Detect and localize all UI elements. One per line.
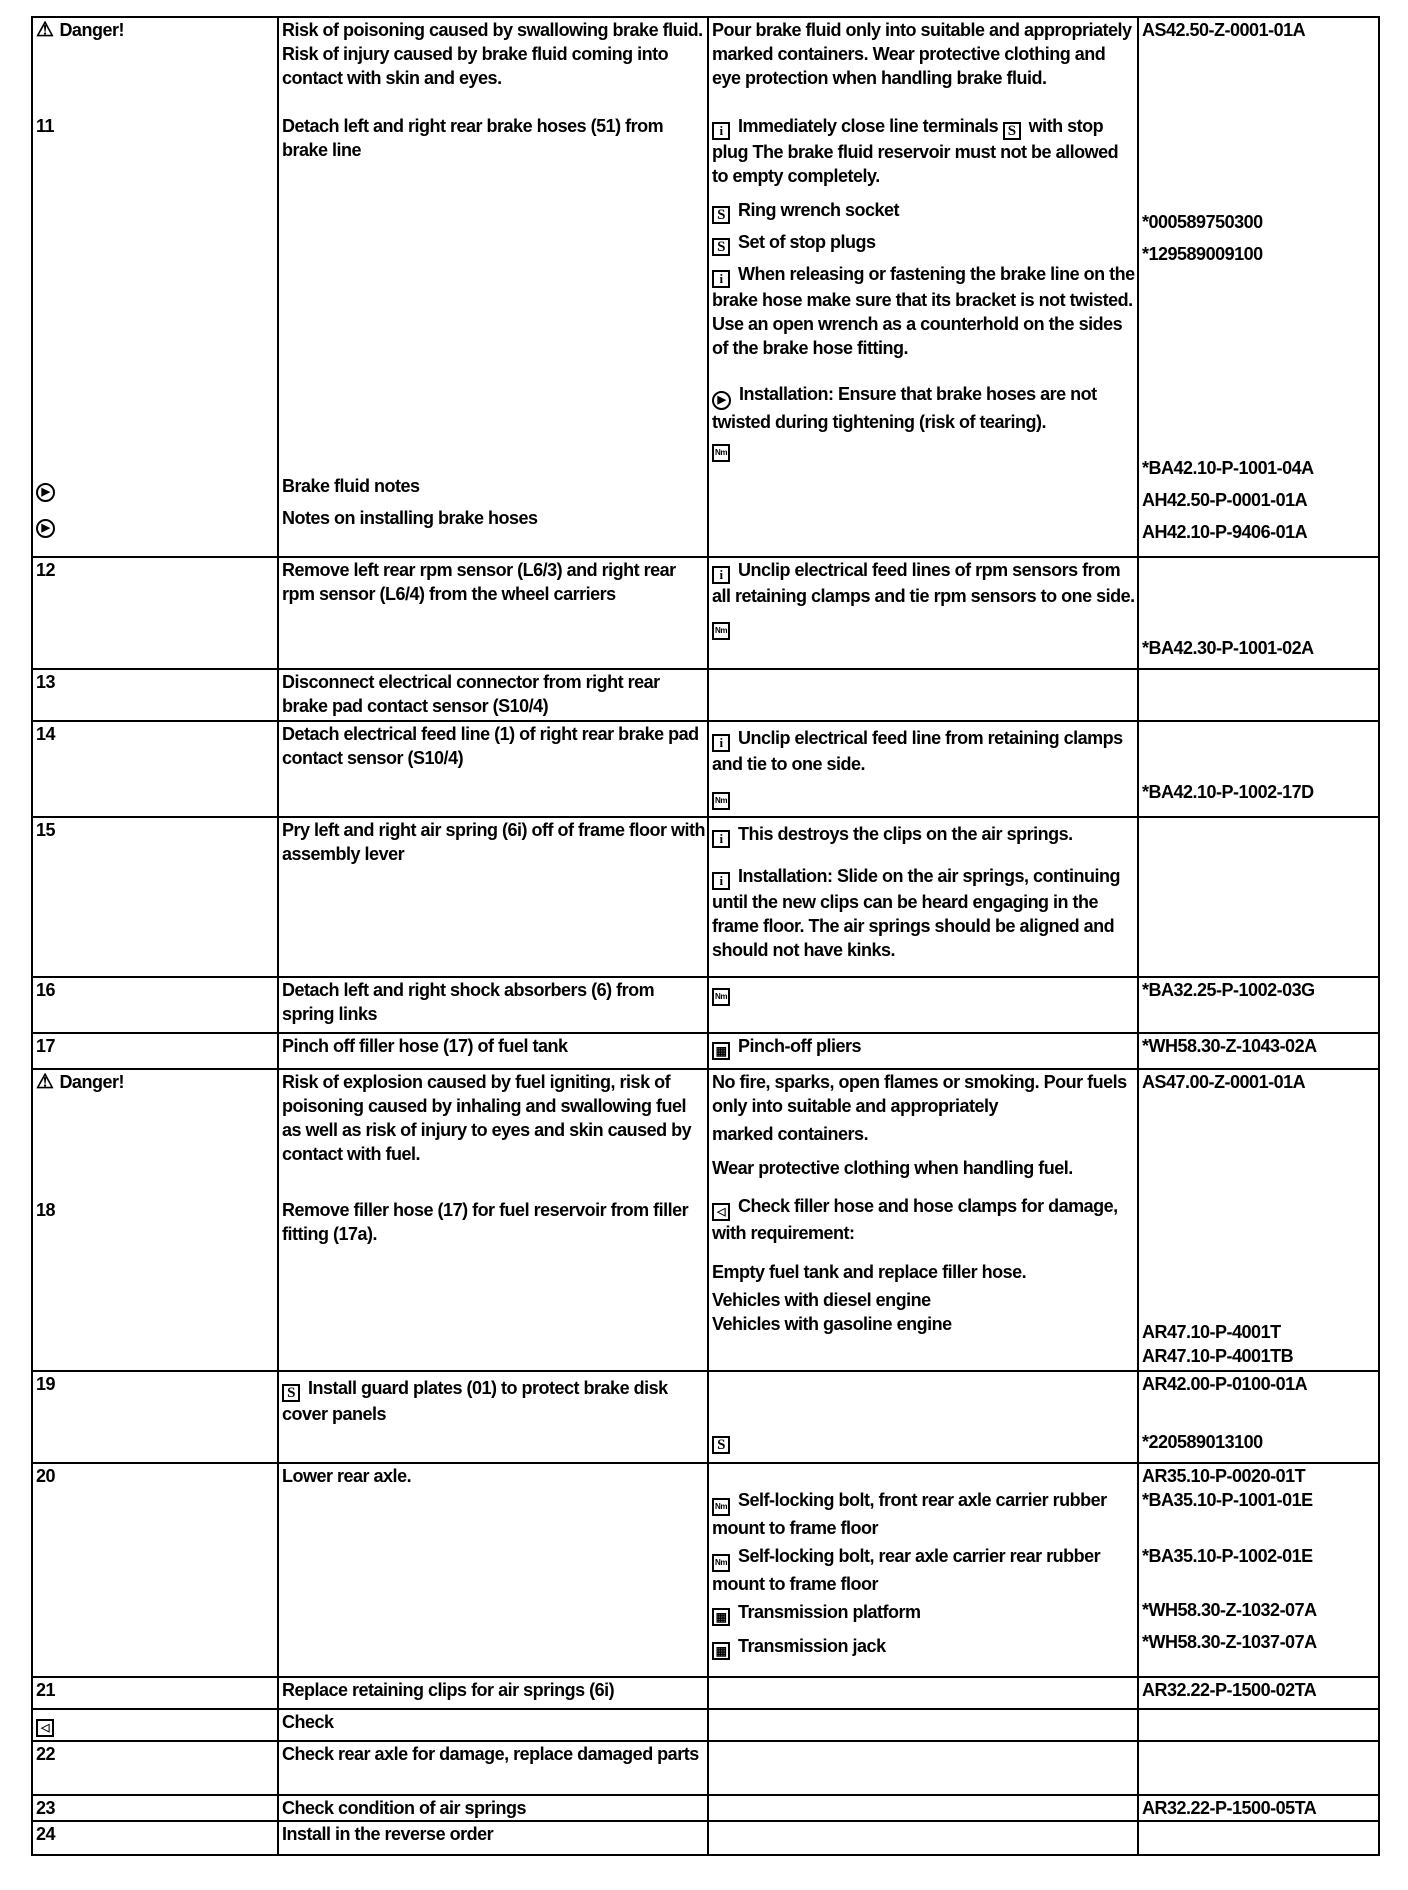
- note-text: Self-locking bolt, rear axle carrier rear rubber mount to frame floor: [712, 1546, 1101, 1594]
- step-number: 17: [32, 1033, 278, 1069]
- notes-cell: [708, 721, 1138, 817]
- note-text: Installation: Slide on the air springs, continuing until the new clips can be heard engaging in the frame floor. The air springs should be aligned and should not have kinks.: [712, 866, 1121, 960]
- reference-code: AS42.50-Z-0001-01A: [1142, 20, 1306, 40]
- pliers-icon: ▦: [712, 1042, 730, 1060]
- reference-code: *BA35.10-P-1001-01E: [1142, 1490, 1313, 1510]
- note-text: Unclip electrical feed line from retaining clamps and tie to one side.: [712, 728, 1123, 774]
- danger-measure: marked containers.: [712, 1124, 869, 1144]
- step-text: Check: [278, 1709, 708, 1741]
- table-row: [32, 1795, 1379, 1821]
- step-text: Detach left and right shock absorbers (6) from spring links: [278, 977, 708, 1033]
- notes-cell: [708, 1069, 1138, 1371]
- tool-name: Set of stop plugs: [738, 232, 876, 252]
- step-text: Disconnect electrical connector from right rear brake pad contact sensor (S10/4): [278, 669, 708, 721]
- torque-icon: Nm: [712, 444, 730, 462]
- notes-cell: [708, 1463, 1138, 1677]
- notes-cell: [708, 1821, 1138, 1855]
- table-row: [32, 669, 1379, 721]
- vehicle-variant: Vehicles with gasoline engine: [712, 1314, 952, 1334]
- table-row: [32, 817, 1379, 977]
- danger-text: Risk of poisoning caused by swallowing brake fluid. Risk of injury caused by brake fluid coming into contact with skin and eyes.: [282, 20, 703, 88]
- table-row: [32, 1821, 1379, 1855]
- reference-code: *220589013100: [1142, 1432, 1263, 1452]
- step-text: Lower rear axle.: [278, 1463, 708, 1677]
- special-tool-icon: S: [712, 1436, 730, 1454]
- torque-icon: Nm: [712, 792, 730, 810]
- sub-step-text: Notes on installing brake hoses: [282, 508, 538, 528]
- step-text: Pinch off filler hose (17) of fuel tank: [278, 1033, 708, 1069]
- table-row: [32, 1741, 1379, 1795]
- reference-cell: [1138, 1371, 1379, 1463]
- table-row: [32, 721, 1379, 817]
- reference-code: *BA35.10-P-1002-01E: [1142, 1546, 1313, 1566]
- reference-code: *BA42.30-P-1001-02A: [1142, 638, 1314, 658]
- action-text: Empty fuel tank and replace filler hose.: [712, 1262, 1027, 1282]
- step-text: Detach electrical feed line (1) of right rear brake pad contact sensor (S10/4): [278, 721, 708, 817]
- special-tool-icon: S: [712, 238, 730, 256]
- vehicle-variant: Vehicles with diesel engine: [712, 1290, 931, 1310]
- step-number: 11: [36, 116, 55, 136]
- torque-icon: Nm: [712, 1498, 730, 1516]
- table-row: [32, 1069, 1379, 1371]
- step-number: 22: [32, 1741, 278, 1795]
- reference-code: AH42.50-P-0001-01A: [1142, 490, 1308, 510]
- table-row: [32, 1463, 1379, 1677]
- reference-cell: [1138, 1741, 1379, 1795]
- reference-code: *WH58.30-Z-1032-07A: [1142, 1600, 1317, 1620]
- reference-cell: [1138, 17, 1379, 557]
- info-icon: i: [712, 830, 730, 848]
- step-number-cell: [32, 17, 278, 557]
- step-description-cell: [278, 1069, 708, 1371]
- notes-cell: [708, 817, 1138, 977]
- note-text: Unclip electrical feed lines of rpm sensors from all retaining clamps and tie rpm sensors to one side.: [712, 560, 1135, 606]
- step-number: 18: [36, 1200, 56, 1220]
- danger-measure: Pour brake fluid only into suitable and appropriately marked containers. Wear protective clothing and eye protection when handling brake fluid.: [712, 20, 1132, 88]
- step-number-cell: [32, 1709, 278, 1741]
- table-row: [32, 977, 1379, 1033]
- step-text: Remove filler hose (17) for fuel reservoir from filler fitting (17a).: [282, 1200, 689, 1244]
- danger-label: Danger!: [59, 20, 124, 40]
- info-icon: i: [712, 122, 730, 140]
- step-description-cell: [278, 1371, 708, 1463]
- installation-icon: ▶: [36, 519, 55, 538]
- warning-triangle-icon: ⚠: [36, 1071, 54, 1093]
- tool-name: Transmission jack: [738, 1636, 886, 1656]
- reference-cell: [1138, 721, 1379, 817]
- note-text: Self-locking bolt, front rear axle carrier rubber mount to frame floor: [712, 1490, 1107, 1538]
- notes-cell: [708, 977, 1138, 1033]
- step-text: Install guard plates (01) to protect brake disk cover panels: [282, 1378, 668, 1424]
- reference-code: AR32.22-P-1500-02TA: [1138, 1677, 1379, 1709]
- notes-cell: [708, 1677, 1138, 1709]
- notes-cell: [708, 557, 1138, 669]
- table-row: [32, 1677, 1379, 1709]
- table-row: [32, 1033, 1379, 1069]
- step-text: Pry left and right air spring (6i) off of frame floor with assembly lever: [278, 817, 708, 977]
- special-tool-icon: S: [1003, 122, 1021, 140]
- note-text: Check filler hose and hose clamps for damage, with requirement:: [712, 1196, 1118, 1243]
- reference-code: *WH58.30-Z-1037-07A: [1142, 1632, 1317, 1652]
- note-text: Immediately close line terminals: [738, 116, 999, 136]
- installation-icon: ▶: [712, 391, 731, 410]
- note-text: When releasing or fastening the brake line on the brake hose make sure that its bracket is not twisted. Use an open wrench as a counterhold on the sides of the brake hose fitting.: [712, 264, 1135, 358]
- check-icon: ◁: [36, 1719, 54, 1737]
- tool-name: Ring wrench socket: [738, 200, 900, 220]
- reference-code: *WH58.30-Z-1043-02A: [1138, 1033, 1379, 1069]
- notes-cell: [708, 1709, 1138, 1741]
- info-icon: i: [712, 566, 730, 584]
- reference-code: *BA32.25-P-1002-03G: [1138, 977, 1379, 1033]
- reference-code: *BA42.10-P-1002-17D: [1142, 782, 1314, 802]
- procedure-table: [31, 16, 1380, 1856]
- note-text: with stop plug The brake fluid reservoir must not be allowed to empty completely.: [712, 116, 1119, 186]
- step-description-cell: [278, 17, 708, 557]
- tool-name: Transmission platform: [738, 1602, 921, 1622]
- step-number: 16: [32, 977, 278, 1033]
- reference-code: AR42.00-P-0100-01A: [1142, 1374, 1308, 1394]
- info-icon: i: [712, 734, 730, 752]
- step-number: 13: [32, 669, 278, 721]
- step-text: Detach left and right rear brake hoses (51) from brake line: [282, 116, 664, 160]
- step-number: 12: [32, 557, 278, 669]
- reference-cell: [1138, 1821, 1379, 1855]
- warning-triangle-icon: ⚠: [36, 19, 54, 41]
- reference-cell: [1138, 1709, 1379, 1741]
- reference-code: AH42.10-P-9406-01A: [1142, 522, 1308, 542]
- reference-cell: [1138, 817, 1379, 977]
- info-icon: i: [712, 270, 730, 288]
- reference-code: *129589009100: [1142, 244, 1263, 264]
- notes-cell: [708, 1033, 1138, 1069]
- table-row: [32, 1709, 1379, 1741]
- reference-code: AR47.10-P-4001TB: [1142, 1346, 1294, 1366]
- reference-code: AR32.22-P-1500-05TA: [1138, 1795, 1379, 1821]
- reference-code: *000589750300: [1142, 212, 1263, 232]
- reference-code: AR47.10-P-4001T: [1142, 1322, 1281, 1342]
- step-number: 21: [32, 1677, 278, 1709]
- reference-cell: [1138, 669, 1379, 721]
- notes-cell: [708, 1371, 1138, 1463]
- step-number: 24: [32, 1821, 278, 1855]
- step-number: 15: [32, 817, 278, 977]
- torque-icon: Nm: [712, 622, 730, 640]
- step-number: 23: [32, 1795, 278, 1821]
- step-text: Check condition of air springs: [278, 1795, 708, 1821]
- table-row: [32, 17, 1379, 557]
- step-number: 20: [32, 1463, 278, 1677]
- notes-cell: [708, 17, 1138, 557]
- danger-text: Risk of explosion caused by fuel igniting, risk of poisoning caused by inhaling and swallowing fuel as well as risk of injury to eyes and skin caused by contact with fuel.: [282, 1072, 692, 1164]
- notes-cell: [708, 1741, 1138, 1795]
- note-text: This destroys the clips on the air springs.: [738, 824, 1073, 844]
- reference-code: *BA42.10-P-1001-04A: [1142, 458, 1314, 478]
- table-row: [32, 1371, 1379, 1463]
- notes-cell: [708, 1795, 1138, 1821]
- step-number: 14: [32, 721, 278, 817]
- notes-cell: [708, 669, 1138, 721]
- step-text: Check rear axle for damage, replace damaged parts: [278, 1741, 708, 1795]
- tool-name: Pinch-off pliers: [738, 1036, 862, 1056]
- danger-measure: Wear protective clothing when handling fuel.: [712, 1158, 1073, 1178]
- special-tool-icon: S: [712, 206, 730, 224]
- reference-cell: [1138, 1463, 1379, 1677]
- pliers-icon: ▦: [712, 1608, 730, 1626]
- special-tool-icon: S: [282, 1384, 300, 1402]
- table-row: [32, 557, 1379, 669]
- reference-cell: [1138, 1069, 1379, 1371]
- reference-code: AS47.00-Z-0001-01A: [1142, 1072, 1306, 1092]
- reference-code: AR35.10-P-0020-01T: [1142, 1466, 1306, 1486]
- pliers-icon: ▦: [712, 1642, 730, 1660]
- check-icon: ◁: [712, 1203, 730, 1221]
- sub-step-text: Brake fluid notes: [282, 476, 420, 496]
- step-text: Replace retaining clips for air springs (6i): [278, 1677, 708, 1709]
- info-icon: i: [712, 872, 730, 890]
- danger-measure: No fire, sparks, open flames or smoking. Pour fuels only into suitable and appropriately: [712, 1072, 1127, 1116]
- note-text: Installation: Ensure that brake hoses are not twisted during tightening (risk of tearing).: [712, 384, 1097, 432]
- step-text: Install in the reverse order: [278, 1821, 708, 1855]
- torque-icon: Nm: [712, 1554, 730, 1572]
- step-number-cell: [32, 1069, 278, 1371]
- installation-icon: ▶: [36, 483, 55, 502]
- torque-icon: Nm: [712, 988, 730, 1006]
- danger-label: Danger!: [59, 1072, 124, 1092]
- procedure-sheet: [31, 16, 1378, 1856]
- reference-cell: [1138, 557, 1379, 669]
- step-text: Remove left rear rpm sensor (L6/3) and right rear rpm sensor (L6/4) from the wheel carriers: [278, 557, 708, 669]
- step-number: 19: [32, 1371, 278, 1463]
